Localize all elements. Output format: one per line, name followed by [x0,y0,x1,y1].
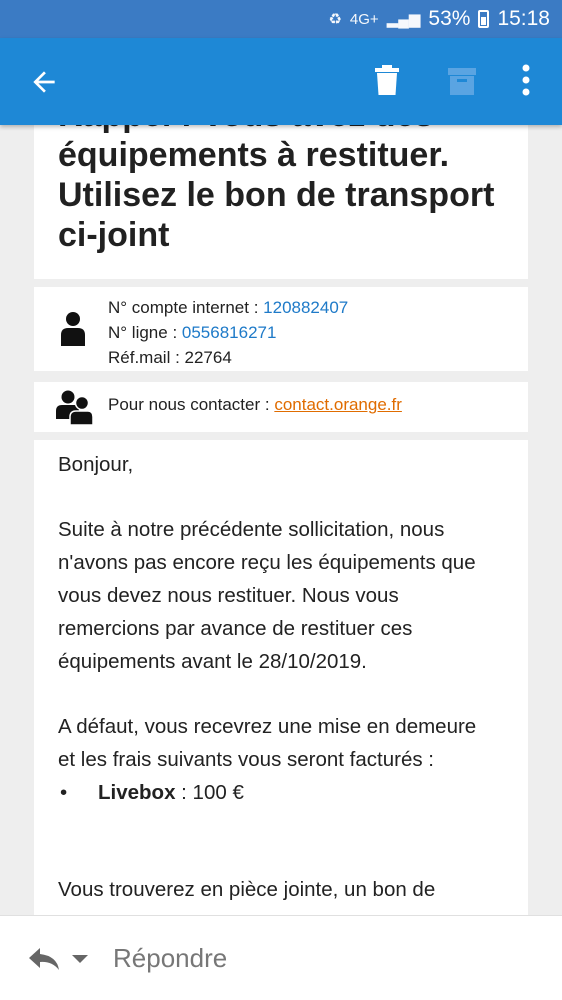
account-number-label: N° compte internet : [108,298,264,317]
back-arrow-icon[interactable] [28,66,60,98]
fee-item-name: Livebox [98,781,176,804]
body-paragraph-partial: Vous trouverez en pièce jointe, un bon de [58,878,436,901]
fee-list-item [58,776,498,809]
clock: 15:18 [497,7,550,30]
account-info-card [34,287,528,371]
phone-number-link[interactable]: 0556816271 [181,323,277,342]
person-icon [60,311,86,352]
contact-label: Pour nous contacter : [108,395,275,414]
contact-card [34,382,528,432]
battery-icon [478,10,489,28]
trash-icon[interactable] [374,64,400,96]
reply-bar [0,915,562,1000]
chevron-down-icon[interactable] [72,955,88,963]
signal-icon: ▂▄▆ [386,11,421,28]
bullet-marker: • [60,781,68,804]
body-paragraph: Suite à notre précédente sollicitation, nous n'avons pas encore reçu les équipements que vous devez nous restituer. Nous vous remercions par avance de restituer ces équipements avant le 28/10/2019. [58,518,476,673]
reply-icon[interactable] [28,946,60,977]
battery-percent: 53% [428,7,471,30]
contact-group-icon [56,389,94,430]
account-number-link[interactable]: 120882407 [263,298,349,317]
network-type: 4G+ [349,10,379,28]
more-vert-icon[interactable] [516,62,536,98]
contact-line [108,395,402,415]
account-number-row [108,295,348,320]
subject-line: Utilisez le bon de transport [58,176,495,214]
line-number-row [108,320,348,345]
app-bar [0,38,562,125]
email-body-card [34,440,528,940]
archive-icon [447,66,477,96]
reply-button[interactable]: Répondre [113,943,228,973]
contact-link[interactable]: contact.orange.fr [274,395,402,414]
greeting: Bonjour, [58,453,134,476]
body-paragraph: A défaut, vous recevrez une mise en demeure et les frais suivants vous seront facturés : [58,715,477,771]
fee-item-amount: : 100 € [175,781,244,804]
subject-line: équipements à restituer. [58,136,450,174]
email-body [58,448,498,906]
mail-reference: Réf.mail : 22764 [108,348,232,367]
subject-line: ci-joint [58,216,170,254]
email-content[interactable] [0,125,562,915]
status-bar [0,0,562,38]
notification-icon: ♻ [328,11,342,28]
line-number-label: N° ligne : [108,323,182,342]
